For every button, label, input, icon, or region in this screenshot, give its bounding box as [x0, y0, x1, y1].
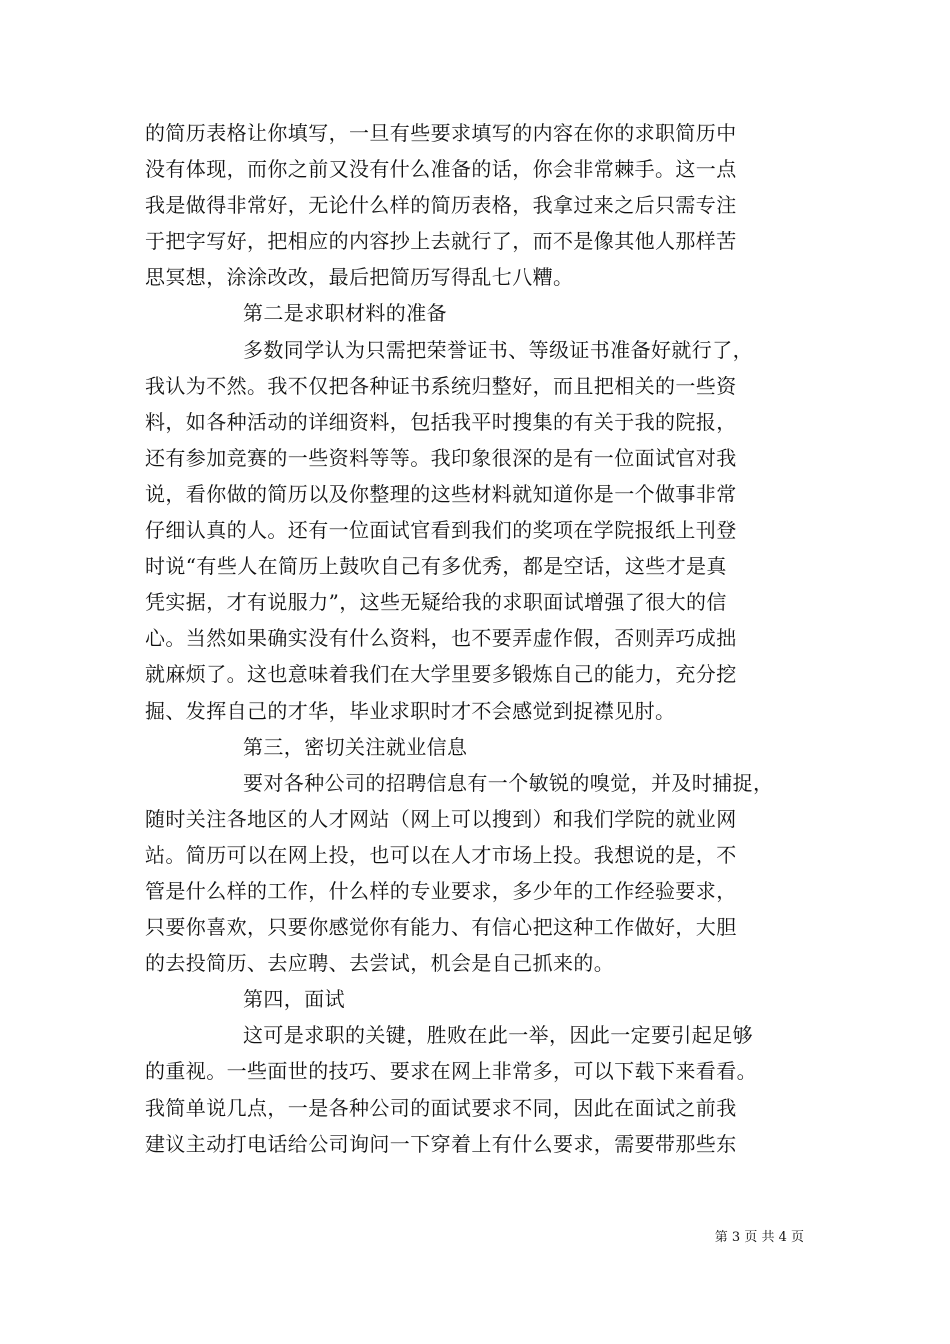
- paragraph-line-indented: 第三，密切关注就业信息: [243, 734, 468, 759]
- paragraph-line: 思冥想，涂涂改改，最后把简历写得乱七八糟。: [145, 265, 574, 290]
- paragraph-line: 我认为不然。我不仅把各种证书系统归整好，而且把相关的一些资: [145, 373, 737, 398]
- paragraph-line: 的重视。一些面世的技巧、要求在网上非常多，可以下载下来看看。: [145, 1059, 757, 1084]
- paragraph-line: 我是做得非常好，无论什么样的简历表格，我拿过来之后只需专注: [145, 193, 737, 218]
- paragraph-line: 的简历表格让你填写，一旦有些要求填写的内容在你的求职简历中: [145, 121, 737, 145]
- paragraph-line: 于把字写好，把相应的内容抄上去就行了，而不是像其他人那样苦: [145, 229, 737, 254]
- paragraph-line-indented: 这可是求职的关键，胜败在此一举，因此一定要引起足够: [243, 1023, 753, 1048]
- page-number-footer: 第 3 页 共 4 页: [714, 1230, 804, 1245]
- paragraph-line: 还有参加竞赛的一些资料等等。我印象很深的是有一位面试官对我: [145, 445, 737, 470]
- paragraph-line: 时说“有些人在简历上鼓吹自己有多优秀，都是空话，这些才是真: [145, 554, 727, 579]
- document-body: [145, 115, 825, 1162]
- paragraph-line-indented: 要对各种公司的招聘信息有一个敏锐的嗅觉，并及时捕捉，: [243, 770, 774, 795]
- paragraph-line: 掘、发挥自己的才华，毕业求职时才不会感觉到捉襟见肘。: [145, 698, 676, 723]
- paragraph-line: 建议主动打电话给公司询问一下穿着上有什么要求，需要带那些东: [145, 1131, 737, 1156]
- paragraph-line: 管是什么样的工作，什么样的专业要求，多少年的工作经验要求，: [145, 878, 737, 903]
- paragraph-line: 说，看你做的简历以及你整理的这些材料就知道你是一个做事非常: [145, 481, 737, 506]
- paragraph-line: 只要你喜欢，只要你感觉你有能力、有信心把这种工作做好，大胆: [145, 915, 737, 940]
- paragraph-line-indented: 第二是求职材料的准备: [243, 301, 447, 326]
- paragraph-line: 心。当然如果确实没有什么资料，也不要弄虚作假，否则弄巧成拙: [145, 626, 737, 651]
- paragraph-line: 料，如各种活动的详细资料，包括我平时搜集的有关于我的院报，: [145, 409, 737, 434]
- paragraph-line: 仔细认真的人。还有一位面试官看到我们的奖项在学院报纸上刊登: [145, 518, 737, 543]
- paragraph-line: 我简单说几点，一是各种公司的面试要求不同，因此在面试之前我: [145, 1095, 737, 1120]
- paragraph-line: 站。简历可以在网上投，也可以在人才市场上投。我想说的是，不: [145, 842, 737, 867]
- paragraph-line-indented: 第四，面试: [243, 987, 345, 1012]
- paragraph-line-indented: 多数同学认为只需把荣誉证书、等级证书准备好就行了，: [243, 337, 753, 362]
- paragraph-line: 没有体现，而你之前又没有什么准备的话，你会非常棘手。这一点: [145, 157, 737, 182]
- paragraph-line: 随时关注各地区的人才网站（网上可以搜到）和我们学院的就业网: [145, 806, 737, 831]
- paragraph-line: 就麻烦了。这也意味着我们在大学里要多锻炼自己的能力，充分挖: [145, 662, 737, 687]
- paragraph-line: 的去投简历、去应聘、去尝试，机会是自己抓来的。: [145, 951, 615, 976]
- paragraph-line: 凭实据，才有说服力”，这些无疑给我的求职面试增强了很大的信: [145, 590, 727, 615]
